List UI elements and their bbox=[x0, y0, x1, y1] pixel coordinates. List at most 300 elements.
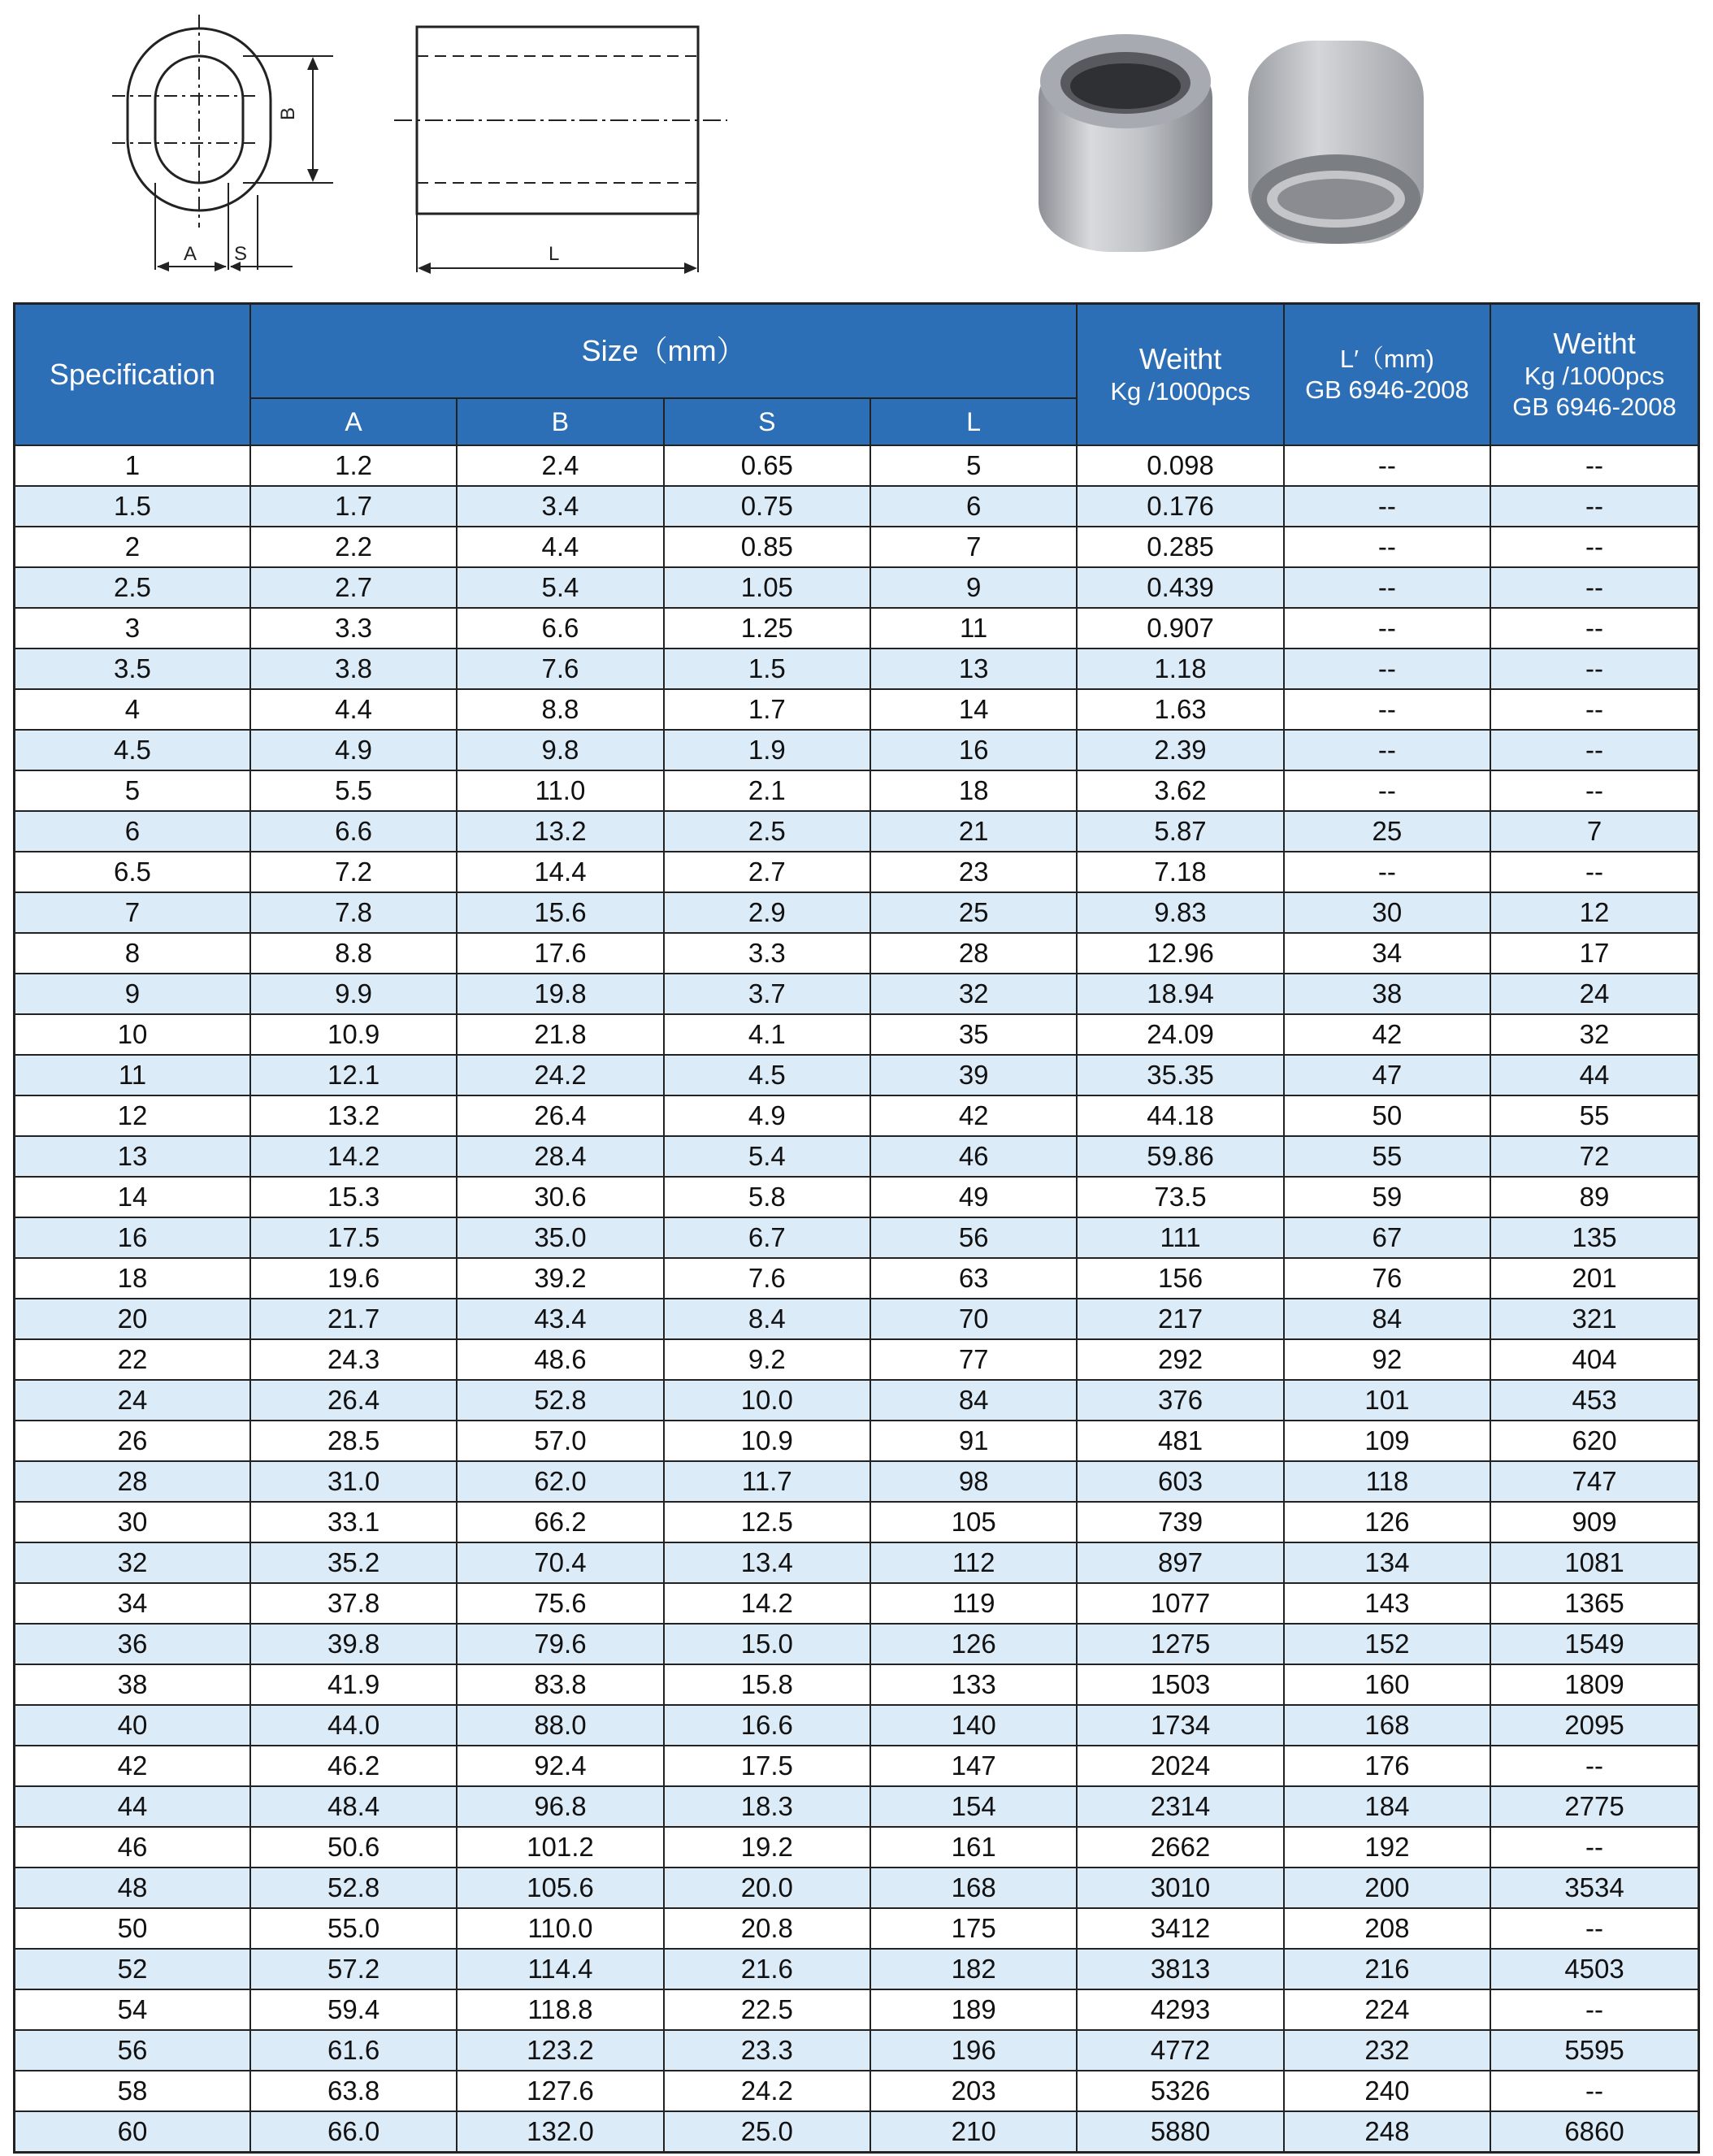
cell-l-prime: -- bbox=[1284, 445, 1490, 486]
cell-spec: 7 bbox=[15, 892, 250, 933]
cell-a: 14.2 bbox=[250, 1136, 457, 1177]
cell-gb-weight: -- bbox=[1490, 1989, 1698, 2030]
cell-spec: 18 bbox=[15, 1258, 250, 1299]
cell-spec: 26 bbox=[15, 1421, 250, 1461]
cell-l: 42 bbox=[870, 1095, 1077, 1136]
specification-table bbox=[13, 302, 1700, 2154]
cell-a: 15.3 bbox=[250, 1177, 457, 1217]
cell-gb-weight: -- bbox=[1490, 486, 1698, 527]
cell-gb-weight: 32 bbox=[1490, 1014, 1698, 1055]
cell-spec: 6.5 bbox=[15, 852, 250, 892]
cell-l-prime: 224 bbox=[1284, 1989, 1490, 2030]
cell-l: 70 bbox=[870, 1299, 1077, 1339]
cell-a: 5.5 bbox=[250, 770, 457, 811]
cell-s: 3.3 bbox=[664, 933, 870, 974]
cell-weight: 18.94 bbox=[1077, 974, 1283, 1014]
cell-weight: 5.87 bbox=[1077, 811, 1283, 852]
cell-s: 17.5 bbox=[664, 1746, 870, 1786]
header-b: B bbox=[457, 398, 663, 445]
cell-spec: 60 bbox=[15, 2111, 250, 2153]
cell-gb-weight: 24 bbox=[1490, 974, 1698, 1014]
cell-a: 3.8 bbox=[250, 649, 457, 689]
table-row bbox=[15, 1217, 1699, 1258]
cell-l: 14 bbox=[870, 689, 1077, 730]
cell-s: 10.9 bbox=[664, 1421, 870, 1461]
cell-weight: 897 bbox=[1077, 1542, 1283, 1583]
cell-gb-weight: 404 bbox=[1490, 1339, 1698, 1380]
dim-label-l: L bbox=[549, 243, 560, 265]
cell-l-prime: -- bbox=[1284, 527, 1490, 567]
cell-s: 15.8 bbox=[664, 1664, 870, 1705]
cell-weight: 1734 bbox=[1077, 1705, 1283, 1746]
cell-l-prime: 143 bbox=[1284, 1583, 1490, 1624]
cell-s: 11.7 bbox=[664, 1461, 870, 1502]
table-row bbox=[15, 1664, 1699, 1705]
cell-weight: 1503 bbox=[1077, 1664, 1283, 1705]
cell-weight: 603 bbox=[1077, 1461, 1283, 1502]
cell-spec: 4 bbox=[15, 689, 250, 730]
cell-l-prime: 192 bbox=[1284, 1827, 1490, 1868]
cell-spec: 22 bbox=[15, 1339, 250, 1380]
cell-l-prime: 176 bbox=[1284, 1746, 1490, 1786]
table-row bbox=[15, 1014, 1699, 1055]
cell-gb-weight: -- bbox=[1490, 608, 1698, 649]
cell-b: 57.0 bbox=[457, 1421, 663, 1461]
cell-l: 18 bbox=[870, 770, 1077, 811]
cell-l: 112 bbox=[870, 1542, 1077, 1583]
cell-weight: 292 bbox=[1077, 1339, 1283, 1380]
cell-l-prime: 47 bbox=[1284, 1055, 1490, 1095]
cell-l: 16 bbox=[870, 730, 1077, 770]
cell-gb-weight: 135 bbox=[1490, 1217, 1698, 1258]
cell-weight: 2662 bbox=[1077, 1827, 1283, 1868]
cell-s: 10.0 bbox=[664, 1380, 870, 1421]
cell-s: 2.1 bbox=[664, 770, 870, 811]
cell-weight: 1.63 bbox=[1077, 689, 1283, 730]
cell-l-prime: 59 bbox=[1284, 1177, 1490, 1217]
cell-a: 26.4 bbox=[250, 1380, 457, 1421]
cell-l-prime: -- bbox=[1284, 649, 1490, 689]
cell-l: 21 bbox=[870, 811, 1077, 852]
cell-l-prime: 240 bbox=[1284, 2071, 1490, 2111]
cell-spec: 4.5 bbox=[15, 730, 250, 770]
header-weight-line1: Weitht bbox=[1138, 342, 1222, 375]
cell-b: 132.0 bbox=[457, 2111, 663, 2153]
cell-l: 119 bbox=[870, 1583, 1077, 1624]
cell-a: 24.3 bbox=[250, 1339, 457, 1380]
cell-a: 2.7 bbox=[250, 567, 457, 608]
cell-l: 210 bbox=[870, 2111, 1077, 2153]
cell-spec: 30 bbox=[15, 1502, 250, 1542]
cell-weight: 1.18 bbox=[1077, 649, 1283, 689]
cell-weight: 3.62 bbox=[1077, 770, 1283, 811]
cell-a: 57.2 bbox=[250, 1949, 457, 1989]
cell-spec: 1 bbox=[15, 445, 250, 486]
table-row bbox=[15, 1380, 1699, 1421]
cell-gb-weight: 1809 bbox=[1490, 1664, 1698, 1705]
table-row bbox=[15, 974, 1699, 1014]
cell-gb-weight: 7 bbox=[1490, 811, 1698, 852]
cell-l-prime: 160 bbox=[1284, 1664, 1490, 1705]
cell-l-prime: 232 bbox=[1284, 2030, 1490, 2071]
dim-label-a: A bbox=[184, 243, 197, 265]
cell-l: 63 bbox=[870, 1258, 1077, 1299]
header-l-prime-line1: L′（mm) bbox=[1339, 345, 1434, 373]
cell-weight: 0.439 bbox=[1077, 567, 1283, 608]
table-row bbox=[15, 2030, 1699, 2071]
cell-gb-weight: -- bbox=[1490, 567, 1698, 608]
cell-s: 6.7 bbox=[664, 1217, 870, 1258]
cell-gb-weight: 321 bbox=[1490, 1299, 1698, 1339]
cell-l: 133 bbox=[870, 1664, 1077, 1705]
cell-l-prime: 30 bbox=[1284, 892, 1490, 933]
table-row bbox=[15, 527, 1699, 567]
table-row bbox=[15, 1868, 1699, 1908]
table-row bbox=[15, 1705, 1699, 1746]
cell-weight: 0.907 bbox=[1077, 608, 1283, 649]
cell-weight: 3412 bbox=[1077, 1908, 1283, 1949]
cell-b: 75.6 bbox=[457, 1583, 663, 1624]
cell-spec: 24 bbox=[15, 1380, 250, 1421]
cell-a: 55.0 bbox=[250, 1908, 457, 1949]
cell-l-prime: 216 bbox=[1284, 1949, 1490, 1989]
cell-gb-weight: 5595 bbox=[1490, 2030, 1698, 2071]
cell-a: 6.6 bbox=[250, 811, 457, 852]
cell-gb-weight: -- bbox=[1490, 730, 1698, 770]
cell-s: 19.2 bbox=[664, 1827, 870, 1868]
cell-weight: 111 bbox=[1077, 1217, 1283, 1258]
cell-a: 17.5 bbox=[250, 1217, 457, 1258]
cell-l-prime: 152 bbox=[1284, 1624, 1490, 1664]
cell-l-prime: 50 bbox=[1284, 1095, 1490, 1136]
cell-a: 44.0 bbox=[250, 1705, 457, 1746]
cell-l-prime: 25 bbox=[1284, 811, 1490, 852]
cell-l: 23 bbox=[870, 852, 1077, 892]
cell-l: 56 bbox=[870, 1217, 1077, 1258]
header-gb-weight-line1: Weitht bbox=[1553, 327, 1636, 360]
cell-weight: 2314 bbox=[1077, 1786, 1283, 1827]
table-row bbox=[15, 1095, 1699, 1136]
dim-label-b: B bbox=[277, 106, 299, 120]
cell-l: 189 bbox=[870, 1989, 1077, 2030]
cell-b: 24.2 bbox=[457, 1055, 663, 1095]
cell-l: 7 bbox=[870, 527, 1077, 567]
cell-gb-weight: -- bbox=[1490, 2071, 1698, 2111]
cell-a: 46.2 bbox=[250, 1746, 457, 1786]
cell-s: 16.6 bbox=[664, 1705, 870, 1746]
table-row bbox=[15, 486, 1699, 527]
cell-a: 35.2 bbox=[250, 1542, 457, 1583]
cell-l: 46 bbox=[870, 1136, 1077, 1177]
table-row bbox=[15, 1583, 1699, 1624]
table-row bbox=[15, 567, 1699, 608]
cell-a: 50.6 bbox=[250, 1827, 457, 1868]
cell-weight: 3010 bbox=[1077, 1868, 1283, 1908]
cell-l: 203 bbox=[870, 2071, 1077, 2111]
cell-spec: 1.5 bbox=[15, 486, 250, 527]
cell-a: 63.8 bbox=[250, 2071, 457, 2111]
cell-spec: 44 bbox=[15, 1786, 250, 1827]
header-s: S bbox=[664, 398, 870, 445]
cell-b: 52.8 bbox=[457, 1380, 663, 1421]
cell-gb-weight: 55 bbox=[1490, 1095, 1698, 1136]
header-a: A bbox=[250, 398, 457, 445]
cell-a: 4.9 bbox=[250, 730, 457, 770]
cell-gb-weight: 44 bbox=[1490, 1055, 1698, 1095]
cell-s: 2.7 bbox=[664, 852, 870, 892]
cell-l-prime: -- bbox=[1284, 689, 1490, 730]
cell-b: 14.4 bbox=[457, 852, 663, 892]
cell-spec: 11 bbox=[15, 1055, 250, 1095]
cell-l-prime: 67 bbox=[1284, 1217, 1490, 1258]
cell-s: 18.3 bbox=[664, 1786, 870, 1827]
cell-spec: 58 bbox=[15, 2071, 250, 2111]
cell-spec: 54 bbox=[15, 1989, 250, 2030]
cell-spec: 12 bbox=[15, 1095, 250, 1136]
sleeve-photo-front bbox=[1032, 24, 1219, 260]
header-l-prime-line2: GB 6946-2008 bbox=[1305, 375, 1469, 404]
cell-b: 79.6 bbox=[457, 1624, 663, 1664]
cell-s: 21.6 bbox=[664, 1949, 870, 1989]
cell-l-prime: 84 bbox=[1284, 1299, 1490, 1339]
header-weight-line2: Kg /1000pcs bbox=[1110, 377, 1251, 406]
cell-l-prime: 208 bbox=[1284, 1908, 1490, 1949]
cell-l-prime: -- bbox=[1284, 486, 1490, 527]
cell-a: 1.2 bbox=[250, 445, 457, 486]
cell-s: 9.2 bbox=[664, 1339, 870, 1380]
cell-a: 2.2 bbox=[250, 527, 457, 567]
cell-weight: 739 bbox=[1077, 1502, 1283, 1542]
header-gb-weight-line3: GB 6946-2008 bbox=[1512, 393, 1676, 421]
cell-l: 161 bbox=[870, 1827, 1077, 1868]
cell-a: 39.8 bbox=[250, 1624, 457, 1664]
cell-weight: 2024 bbox=[1077, 1746, 1283, 1786]
cell-s: 2.9 bbox=[664, 892, 870, 933]
cell-spec: 32 bbox=[15, 1542, 250, 1583]
cell-b: 2.4 bbox=[457, 445, 663, 486]
cell-b: 114.4 bbox=[457, 1949, 663, 1989]
cell-s: 20.0 bbox=[664, 1868, 870, 1908]
cell-spec: 6 bbox=[15, 811, 250, 852]
cell-l: 77 bbox=[870, 1339, 1077, 1380]
cell-spec: 40 bbox=[15, 1705, 250, 1746]
cell-a: 10.9 bbox=[250, 1014, 457, 1055]
cell-l: 98 bbox=[870, 1461, 1077, 1502]
cell-l-prime: 134 bbox=[1284, 1542, 1490, 1583]
cell-s: 15.0 bbox=[664, 1624, 870, 1664]
cell-gb-weight: 3534 bbox=[1490, 1868, 1698, 1908]
header-l-prime bbox=[1284, 304, 1490, 446]
cell-l-prime: 118 bbox=[1284, 1461, 1490, 1502]
table-row bbox=[15, 1542, 1699, 1583]
cell-b: 66.2 bbox=[457, 1502, 663, 1542]
cell-a: 12.1 bbox=[250, 1055, 457, 1095]
table-row bbox=[15, 689, 1699, 730]
cell-gb-weight: -- bbox=[1490, 445, 1698, 486]
cell-weight: 217 bbox=[1077, 1299, 1283, 1339]
cell-weight: 3813 bbox=[1077, 1949, 1283, 1989]
cell-s: 1.25 bbox=[664, 608, 870, 649]
cell-spec: 56 bbox=[15, 2030, 250, 2071]
cell-a: 31.0 bbox=[250, 1461, 457, 1502]
cell-spec: 42 bbox=[15, 1746, 250, 1786]
cell-l: 32 bbox=[870, 974, 1077, 1014]
cell-l: 13 bbox=[870, 649, 1077, 689]
cell-l-prime: 55 bbox=[1284, 1136, 1490, 1177]
cell-s: 1.9 bbox=[664, 730, 870, 770]
cell-a: 66.0 bbox=[250, 2111, 457, 2153]
cell-b: 4.4 bbox=[457, 527, 663, 567]
cell-l: 168 bbox=[870, 1868, 1077, 1908]
cell-s: 0.85 bbox=[664, 527, 870, 567]
cell-weight: 5880 bbox=[1077, 2111, 1283, 2153]
cell-l-prime: -- bbox=[1284, 770, 1490, 811]
table-row bbox=[15, 1827, 1699, 1868]
cell-weight: 44.18 bbox=[1077, 1095, 1283, 1136]
table-row bbox=[15, 933, 1699, 974]
cell-b: 110.0 bbox=[457, 1908, 663, 1949]
cell-spec: 10 bbox=[15, 1014, 250, 1055]
cell-b: 11.0 bbox=[457, 770, 663, 811]
cell-gb-weight: -- bbox=[1490, 770, 1698, 811]
cell-s: 7.6 bbox=[664, 1258, 870, 1299]
cell-b: 17.6 bbox=[457, 933, 663, 974]
cell-gb-weight: 1081 bbox=[1490, 1542, 1698, 1583]
dim-label-s: S bbox=[234, 243, 248, 265]
cell-l: 28 bbox=[870, 933, 1077, 974]
table-row bbox=[15, 1746, 1699, 1786]
cell-l-prime: 184 bbox=[1284, 1786, 1490, 1827]
cell-l: 91 bbox=[870, 1421, 1077, 1461]
cell-l-prime: 200 bbox=[1284, 1868, 1490, 1908]
cell-gb-weight: 12 bbox=[1490, 892, 1698, 933]
table-row bbox=[15, 730, 1699, 770]
cell-l-prime: 168 bbox=[1284, 1705, 1490, 1746]
cell-b: 101.2 bbox=[457, 1827, 663, 1868]
table-row bbox=[15, 1624, 1699, 1664]
cell-b: 13.2 bbox=[457, 811, 663, 852]
cell-l-prime: -- bbox=[1284, 730, 1490, 770]
cell-l: 140 bbox=[870, 1705, 1077, 1746]
cell-spec: 2.5 bbox=[15, 567, 250, 608]
table-row bbox=[15, 1177, 1699, 1217]
cell-gb-weight: 6860 bbox=[1490, 2111, 1698, 2153]
cell-b: 3.4 bbox=[457, 486, 663, 527]
cell-spec: 5 bbox=[15, 770, 250, 811]
cell-l: 35 bbox=[870, 1014, 1077, 1055]
cell-spec: 52 bbox=[15, 1949, 250, 1989]
cell-weight: 4772 bbox=[1077, 2030, 1283, 2071]
header-gb-weight-line2: Kg /1000pcs bbox=[1524, 362, 1665, 390]
cell-spec: 50 bbox=[15, 1908, 250, 1949]
cell-l: 84 bbox=[870, 1380, 1077, 1421]
cell-l-prime: 34 bbox=[1284, 933, 1490, 974]
cell-weight: 4293 bbox=[1077, 1989, 1283, 2030]
table-row bbox=[15, 608, 1699, 649]
cell-l: 9 bbox=[870, 567, 1077, 608]
cell-weight: 24.09 bbox=[1077, 1014, 1283, 1055]
cell-weight: 1077 bbox=[1077, 1583, 1283, 1624]
cell-gb-weight: 747 bbox=[1490, 1461, 1698, 1502]
cell-gb-weight: 17 bbox=[1490, 933, 1698, 974]
cell-spec: 34 bbox=[15, 1583, 250, 1624]
cell-l: 5 bbox=[870, 445, 1077, 486]
dimension-drawing bbox=[0, 0, 813, 293]
cell-gb-weight: -- bbox=[1490, 1746, 1698, 1786]
cell-spec: 13 bbox=[15, 1136, 250, 1177]
cell-b: 62.0 bbox=[457, 1461, 663, 1502]
cell-b: 88.0 bbox=[457, 1705, 663, 1746]
cell-s: 5.4 bbox=[664, 1136, 870, 1177]
cell-b: 8.8 bbox=[457, 689, 663, 730]
cell-weight: 7.18 bbox=[1077, 852, 1283, 892]
cell-a: 28.5 bbox=[250, 1421, 457, 1461]
table-row bbox=[15, 811, 1699, 852]
cell-gb-weight: 453 bbox=[1490, 1380, 1698, 1421]
cell-s: 20.8 bbox=[664, 1908, 870, 1949]
cell-b: 6.6 bbox=[457, 608, 663, 649]
cell-gb-weight: -- bbox=[1490, 1908, 1698, 1949]
cell-gb-weight: 1549 bbox=[1490, 1624, 1698, 1664]
cell-b: 7.6 bbox=[457, 649, 663, 689]
cell-a: 3.3 bbox=[250, 608, 457, 649]
cell-l-prime: 76 bbox=[1284, 1258, 1490, 1299]
cell-weight: 0.098 bbox=[1077, 445, 1283, 486]
cell-weight: 59.86 bbox=[1077, 1136, 1283, 1177]
cell-gb-weight: -- bbox=[1490, 689, 1698, 730]
cell-s: 22.5 bbox=[664, 1989, 870, 2030]
cell-b: 5.4 bbox=[457, 567, 663, 608]
cell-gb-weight: 1365 bbox=[1490, 1583, 1698, 1624]
cell-s: 23.3 bbox=[664, 2030, 870, 2071]
cell-b: 28.4 bbox=[457, 1136, 663, 1177]
cell-weight: 2.39 bbox=[1077, 730, 1283, 770]
cell-spec: 8 bbox=[15, 933, 250, 974]
cell-gb-weight: 2095 bbox=[1490, 1705, 1698, 1746]
table-row bbox=[15, 1786, 1699, 1827]
cell-gb-weight: 89 bbox=[1490, 1177, 1698, 1217]
table-row bbox=[15, 1339, 1699, 1380]
cell-s: 1.7 bbox=[664, 689, 870, 730]
cell-l-prime: -- bbox=[1284, 852, 1490, 892]
header-specification: Specification bbox=[15, 304, 250, 446]
cell-l-prime: -- bbox=[1284, 608, 1490, 649]
cell-b: 83.8 bbox=[457, 1664, 663, 1705]
cell-gb-weight: -- bbox=[1490, 1827, 1698, 1868]
cell-l-prime: 101 bbox=[1284, 1380, 1490, 1421]
cell-l-prime: 42 bbox=[1284, 1014, 1490, 1055]
cell-l: 39 bbox=[870, 1055, 1077, 1095]
cell-l: 126 bbox=[870, 1624, 1077, 1664]
cell-gb-weight: -- bbox=[1490, 527, 1698, 567]
cell-weight: 12.96 bbox=[1077, 933, 1283, 974]
cell-weight: 376 bbox=[1077, 1380, 1283, 1421]
cell-a: 59.4 bbox=[250, 1989, 457, 2030]
cell-gb-weight: 201 bbox=[1490, 1258, 1698, 1299]
cell-gb-weight: 620 bbox=[1490, 1421, 1698, 1461]
cell-a: 37.8 bbox=[250, 1583, 457, 1624]
cell-weight: 156 bbox=[1077, 1258, 1283, 1299]
cell-s: 5.8 bbox=[664, 1177, 870, 1217]
cell-a: 21.7 bbox=[250, 1299, 457, 1339]
cell-s: 25.0 bbox=[664, 2111, 870, 2153]
table-row bbox=[15, 1258, 1699, 1299]
cell-l-prime: 109 bbox=[1284, 1421, 1490, 1461]
cell-b: 70.4 bbox=[457, 1542, 663, 1583]
table-row bbox=[15, 649, 1699, 689]
cell-l: 11 bbox=[870, 608, 1077, 649]
cell-spec: 28 bbox=[15, 1461, 250, 1502]
